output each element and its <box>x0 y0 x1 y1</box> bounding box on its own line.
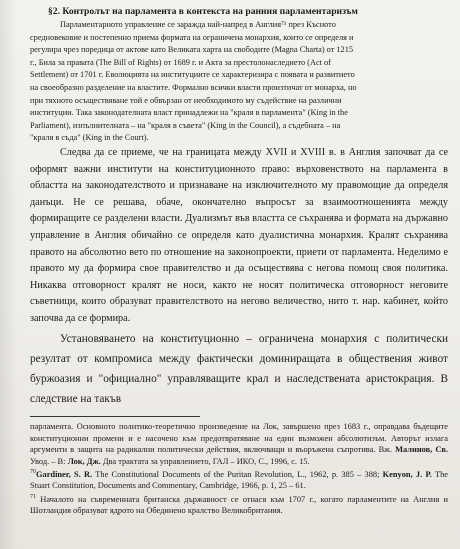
paragraph-1-line-8: институции. Така законодателната власт принадлежи на "краля в парламента" (King in the <box>30 108 348 118</box>
paragraph-2 <box>30 145 448 328</box>
footnote-text: съпротива. Вж. <box>336 445 396 455</box>
paragraph-3-line-1: Установяването на конституционно – ограничена монархия с политически резултат <box>30 333 448 366</box>
paragraph-2-line-10: политическа отговорност неговите съветници, които образуват правителството на негово <box>30 279 448 308</box>
footnote-71 <box>30 492 448 517</box>
paragraph-2-line-2: оформят важни институти на конституционното право: върховенството на парламента в <box>30 163 448 175</box>
footnote-text: Началото на съвременната британска държавност се отнася към 1707 г., когато парламентите на <box>36 494 409 504</box>
page-shadow <box>0 0 18 549</box>
paragraph-1 <box>30 19 448 145</box>
footnote-author: Kenyon, J. <box>382 469 423 479</box>
paragraph-1-line-6: на своеобразно разделение на властите. Формално всички власти произтичат от монарха, но <box>30 82 357 92</box>
footnote-author: Малинов, Св. <box>395 445 449 455</box>
footnote-number: 70 <box>30 469 36 476</box>
footnote-69-continued <box>30 421 448 467</box>
footnote-text: The Constitutional Documents of the Puritan Revolution, L., 1962, p. 385 – 388; <box>92 469 383 479</box>
footnote-text: Два трактата за управлението, ГАЛ – ИКО, С., 1996, <box>100 456 290 466</box>
paragraph-2-line-4: определя данъци. Не се решава, обаче, окончателно въпросът за взаимоотношенията между <box>30 180 449 208</box>
footnote-divider <box>30 416 200 417</box>
footnote-author: Лок, Дж. <box>67 456 101 466</box>
paragraph-2-line-9: негова помощ своя политика. Никаква отговорност кралят не носи, както не носят <box>30 263 448 291</box>
paragraph-1-line-7: при тяхното осъществяване той е обвързан от необходимото му съдействие на различни <box>30 95 342 105</box>
paragraph-2-line-11: величество, нито т. нар. кабинет, който започва да се формира. <box>30 296 448 324</box>
paragraph-2-line-3: областта на законодателството и признаване на изключителното му правомощие да <box>30 180 405 192</box>
footnote-line: с. 15. <box>291 456 310 466</box>
paragraph-3 <box>30 329 448 409</box>
footnote-line: Англия и Шотландия образуват ядрото на Обединено кралство Великобритания. <box>30 494 448 515</box>
footnote-line: бъдещите конституционни промени и е насочено към предотвратяване на един възможен абсолютизъм. <box>30 422 449 443</box>
paragraph-1-line-5: Settlement) от 1701 г. Еволюцията на институциите се характеризира с появата и развитието <box>30 70 355 80</box>
paragraph-1-line-9: Parliament), изпълнителната – на "краля в съвета" (King in the Council), а съдебната – на <box>30 120 341 130</box>
paragraph-3-line-2: от компромиса между фактически доминиращата в обществения живот буржоазия и <box>30 353 448 386</box>
paragraph-2-line-6: държавно управление в Англия обичайно се определя като дуалистична монархия. Кралят <box>30 213 448 241</box>
paragraph-2-line-5: формиращите се разделени власти. Дуализмът във властта се съхранява и формата на <box>30 213 403 225</box>
paragraph-1-line-3: регулира чрез поредица от актове като Великата харта на свободите (Magna Charta) от 1215 <box>30 45 353 55</box>
paragraph-2-line-8: парламента. Неделимо е правото му да формира свое правителство и да осъществява с <box>30 246 448 275</box>
paragraph-1-line-10: "краля в съда" (King in the Court). <box>30 133 149 143</box>
paragraph-2-line-7: съхранява правото на абсолютно вето по отношение на законопроекти, приети от <box>30 229 448 258</box>
footnotes <box>30 421 448 516</box>
section-heading: §2. Контролът на парламента в контекста на ранния парламентаризъм <box>48 6 358 17</box>
paragraph-1-line-4: г., Била за правата (The Bill of Rights) от 1689 г. и Акта за престолонаследието (Act of <box>30 57 331 67</box>
footnote-line: парламента. Основното политико-теоретично произведение на Лок, завършено през 1683 г., оправдава <box>30 422 410 432</box>
footnote-text: The Stuart Constitution, Documents and Commentary, Cambridge, 1966, p. 1, 25 – 61. <box>30 469 448 491</box>
footnote-line: Авторът излага аргументи в защита на радикални политически действия, включващи и въоръжена <box>30 433 449 455</box>
paragraph-1-line-1: Парламентарното управление се заражда най-напред в Англия⁷¹ през Късното <box>60 20 336 29</box>
footnote-author: P. <box>425 469 432 479</box>
paragraph-3-line-3: "официално" управляващите крал и наследствената аристокрация. В следствие на такъв <box>30 373 448 406</box>
footnote-70 <box>30 467 448 492</box>
footnote-text: Увод. – В: <box>30 456 68 466</box>
paragraph-1-line-2: средновековие и постепенно приема формата на ограничена монархия, които се определя и <box>30 32 354 42</box>
footnote-number: 71 <box>30 493 36 500</box>
paragraph-2-line-1: Следва да се приеме, че на границата между XVII и XVIII в. в Англия започват да се <box>60 146 448 158</box>
footnote-author: Gardiner, S. R. <box>36 469 93 479</box>
